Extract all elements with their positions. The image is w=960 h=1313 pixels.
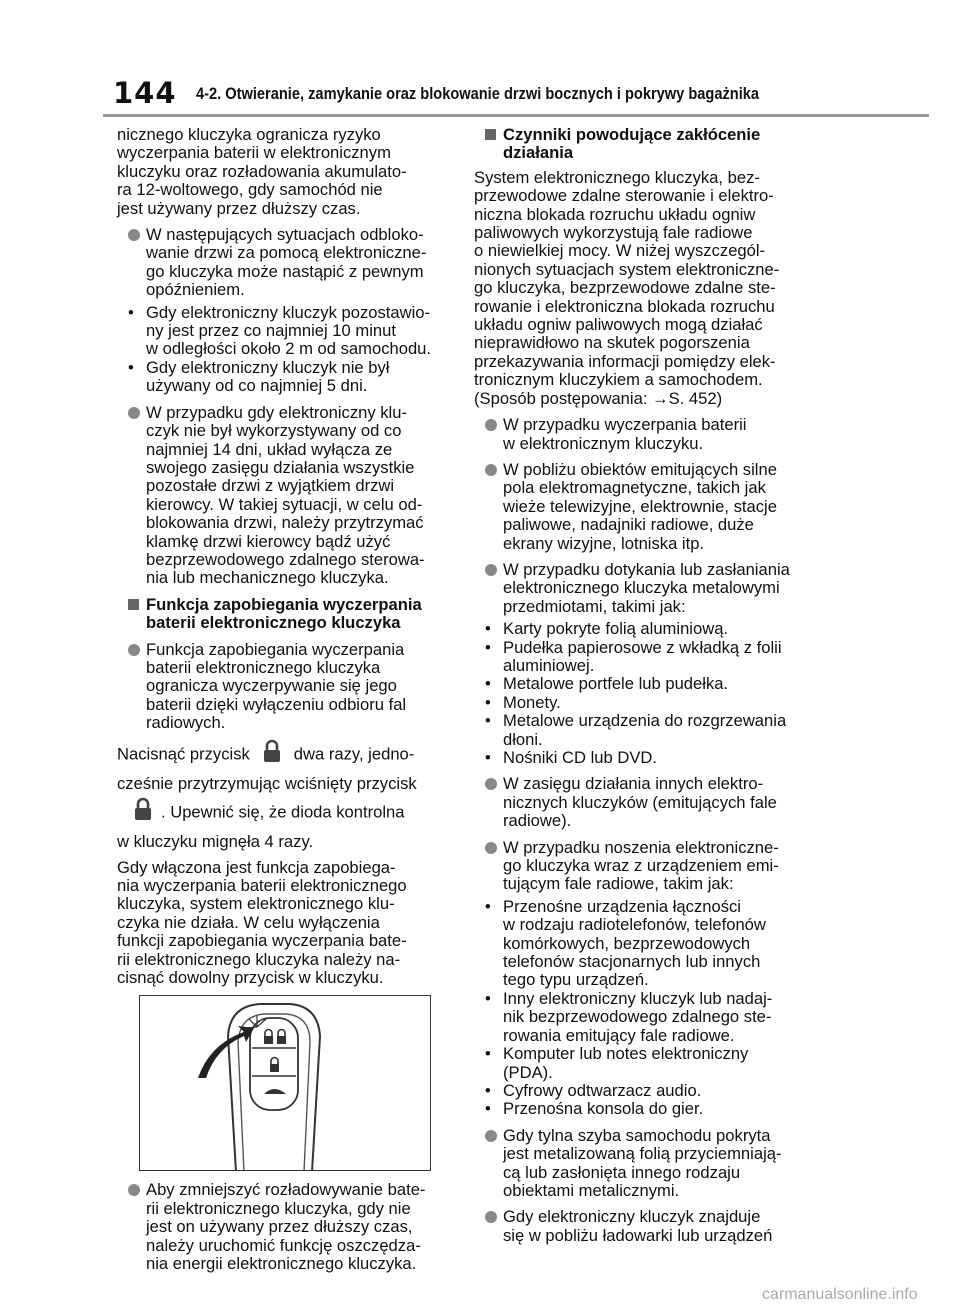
watermark: carmanualsonline.info (762, 1286, 918, 1303)
sub-item (474, 620, 814, 638)
text-line: W pobliżu obiektów emitujących silne (503, 459, 777, 479)
sub-item (474, 749, 814, 767)
bullet-dot-icon (485, 419, 497, 431)
bullet-item (474, 461, 814, 553)
text-line: kierowcy. W takiej sytuacji, w celu od- (146, 494, 423, 514)
text-line: Metalowe urządzenia do rozgrzewania (503, 711, 787, 731)
bullet-dot-icon (128, 407, 140, 419)
text-line: tującym fale radiowe, takim jak: (503, 874, 734, 894)
text-line: w rodzaju radiotelefonów, telefonów (503, 915, 766, 935)
text-line: ekrany wizyjne, lotniska itp. (503, 533, 705, 553)
text-line: nieprawidłowo na skutek pogorszenia (474, 333, 750, 353)
text-line: W przypadku noszenia elektroniczne- (503, 837, 779, 857)
sub-item (474, 898, 814, 990)
text-line: W zasięgu działania innych elektro- (503, 774, 764, 794)
header-rule (103, 114, 929, 117)
bullet-dot-icon (128, 1184, 140, 1196)
text-line: cisnąć dowolny przycisk w kluczyku. (117, 968, 384, 988)
text-line: baterii elektronicznego kluczyka (146, 613, 401, 633)
text-span: dwa razy, jedno- (293, 743, 415, 763)
text-line: Gdy włączona jest funkcja zapobiega- (117, 857, 396, 877)
text-line: o niewielkiej mocy. W niżej wyszczegól- (474, 241, 766, 261)
bullet-item (474, 775, 814, 830)
sub-bullet-icon: • (485, 1099, 491, 1119)
text-line: go kluczyka wraz z urządzeniem emi- (503, 856, 779, 876)
text-line: nionych sytuacjach system elektroniczne- (474, 259, 780, 279)
text-line: nia wyczerpania baterii elektronicznego (117, 876, 407, 895)
text-line: należy uruchomić funkcję oszczędza- (146, 1235, 421, 1255)
section-heading (117, 596, 457, 633)
text-line: kluczyka, system elektronicznego klu- (117, 894, 395, 914)
right-column (474, 126, 814, 1249)
text-line: ny jest przez co najmniej 10 minut (146, 321, 396, 341)
page-reference-link[interactable]: (Sposób postępowania: →S. 452) (474, 388, 723, 408)
text-line: radiowych. (146, 713, 226, 733)
bullet-item (474, 1208, 814, 1245)
text-line: tego typu urządzeń. (503, 970, 649, 990)
text-line: aluminiowej. (503, 655, 595, 675)
text-line: go kluczyka może nastąpić z pewnym (146, 261, 424, 281)
sub-bullet-icon: • (485, 619, 491, 639)
text-line: ra 12-woltowego, gdy samochód nie (117, 180, 383, 200)
text-line: cą lub zasłonięta innego rodzaju (503, 1162, 741, 1182)
sub-bullet-icon: • (128, 302, 134, 322)
text-line: Pudełka papierosowe z wkładką z folii (503, 637, 782, 657)
sub-bullet-icon: • (485, 711, 491, 731)
section-title: 4-2. Otwieranie, zamykanie oraz blokowanie drzwi bocznych i pokrywy bagażnika (196, 84, 760, 103)
text-line: cześnie przytrzymując wciśnięty przycisk (117, 773, 417, 793)
text-line: Przenośne urządzenia łączności (503, 896, 741, 916)
text-line: działania (503, 143, 574, 163)
bullet-dot-icon (485, 842, 497, 854)
text-line: Gdy elektroniczny kluczyk znajduje (503, 1207, 761, 1227)
bullet-dot-icon (485, 464, 497, 476)
sub-bullet-icon: • (485, 1044, 491, 1064)
text-line: w kluczyku mignęła 4 razy. (117, 831, 314, 851)
bullet-dot-icon (485, 1211, 497, 1223)
sub-item (474, 639, 814, 676)
lock-icon (262, 739, 282, 771)
text-line: Funkcja zapobiegania wyczerpania (146, 639, 405, 659)
text-line (117, 797, 457, 829)
bullet-dot-icon (485, 1130, 497, 1142)
info-paragraph (117, 859, 457, 988)
text-line: swojego zasięgu działania wszystkie (146, 457, 415, 477)
text-line: komórkowych, bezprzewodowych (503, 933, 751, 953)
text-line: w elektronicznym kluczyku. (503, 433, 704, 453)
sub-item (474, 1045, 814, 1082)
text-line: W przypadku dotykania lub zasłaniania (503, 559, 790, 579)
text-line: nicznego kluczyka ogranicza ryzyko (117, 125, 381, 144)
section-heading (474, 126, 814, 163)
text-line: Inny elektroniczny kluczyk lub nadaj- (503, 988, 773, 1008)
bullet-item (474, 1127, 814, 1201)
sub-item (474, 694, 814, 712)
text-line: jest używany przez dłuższy czas. (117, 198, 361, 218)
text-line: nia energii elektronicznego kluczyka. (146, 1254, 417, 1274)
intro-paragraph (117, 126, 457, 218)
key-fob-drawing (140, 996, 430, 1170)
sub-item (117, 359, 457, 396)
bullet-item (474, 561, 814, 616)
sub-item (474, 712, 814, 749)
text-line: używany od co najmniej 5 dni. (146, 376, 368, 396)
sub-bullet-icon: • (128, 357, 134, 377)
text-line: klamkę drzwi kierowcy bądź użyć (146, 531, 391, 551)
text-line: funkcji zapobiegania wyczerpania bate- (117, 931, 407, 951)
sub-bullet-icon: • (485, 637, 491, 657)
text-line: go kluczyka, bezprzewodowe zdalne ste- (474, 278, 776, 298)
sub-bullet-icon: • (485, 674, 491, 694)
text-line: Przenośna konsola do gier. (503, 1099, 704, 1119)
text-line: pola elektromagnetyczne, takich jak (503, 478, 766, 498)
text-line: obiektami metalicznymi. (503, 1180, 680, 1200)
text-line: baterii dzięki wyłączeniu odbioru fal (146, 694, 407, 714)
text-line: (PDA). (503, 1062, 553, 1082)
text-line: Metalowe portfele lub pudełka. (503, 674, 729, 694)
text-line: niczna blokada rozruchu układu ogniw (474, 204, 756, 224)
text-line: paliwowe, nadajniki radiowe, duże (503, 515, 754, 535)
sub-bullet-icon: • (485, 692, 491, 712)
text-line: dłoni. (503, 729, 543, 749)
text-line: Karty pokryte folią aluminiową. (503, 619, 729, 639)
text-line: się w pobliżu ładowarki lub urządzeń (503, 1225, 773, 1245)
text-line: bezprzewodowego zdalnego sterowa- (146, 549, 425, 569)
text-line: Komputer lub notes elektroniczny (503, 1044, 749, 1064)
text-line: rowanie i elektroniczna blokada rozruchu (474, 296, 775, 316)
text-line: w odległości około 2 m od samochodu. (146, 339, 432, 359)
text-line: Cyfrowy odtwarzacz audio. (503, 1080, 702, 1100)
text-line: Nośniki CD lub DVD. (503, 748, 657, 767)
text-line: nik bezprzewodowego zdalnego ste- (503, 1007, 772, 1027)
text-line: telefonów stacjonarnych lub innych (503, 952, 761, 972)
bullet-dot-icon (485, 564, 497, 576)
bullet-item (117, 641, 457, 733)
text-line: rii elektronicznego kluczyka należy na- (117, 949, 401, 969)
bullet-dot-icon (128, 229, 140, 241)
bullet-item (474, 839, 814, 894)
text-line: rii elektronicznego kluczyka, gdy nie (146, 1198, 411, 1218)
left-column (117, 126, 457, 1277)
text-line: W następujących sytuacjach odbloko- (146, 225, 424, 245)
text-line: czyka nie działa. W celu wyłączenia (117, 912, 380, 932)
text-line: radiowe). (503, 811, 572, 831)
lock-icon (133, 797, 153, 829)
page-number: 144 (113, 76, 177, 110)
bullet-item (117, 404, 457, 588)
sub-bullet-icon: • (485, 896, 491, 916)
text-line: najmniej 14 dni, układ wyłącza ze (146, 439, 393, 459)
text-line: wanie drzwi za pomocą elektroniczne- (146, 243, 427, 263)
bullet-item (474, 416, 814, 453)
sub-item (474, 990, 814, 1045)
text-line: elektronicznego kluczyka metalowymi (503, 578, 780, 598)
text-line: W przypadku gdy elektroniczny klu- (146, 402, 407, 422)
page-header (0, 0, 960, 118)
sub-item (474, 675, 814, 693)
bullet-dot-icon (128, 644, 140, 656)
text-line: Aby zmniejszyć rozładowywanie bate- (146, 1180, 426, 1200)
text-line: układu ogniw paliwowych mogą działać (474, 315, 763, 335)
text-line: Gdy tylna szyba samochodu pokryta (503, 1125, 771, 1145)
instruction-paragraph (117, 739, 457, 855)
text-line: tronicznym kluczykiem a samochodem. (474, 370, 763, 390)
sub-bullet-icon: • (485, 748, 491, 767)
heading-square-icon (485, 129, 496, 140)
text-line: nicznych kluczyków (emitujących fale (503, 792, 777, 812)
text-line: przedmiotami, takimi jak: (503, 596, 686, 616)
text-line: wyczerpania baterii w elektronicznym (117, 143, 391, 163)
text-line: przewodowe zdalne sterowanie i elektro- (474, 186, 774, 206)
text-line: jest metalizowaną folią przyciemniają- (503, 1144, 782, 1164)
text-line: ogranicza wyczerpywanie się jego (146, 676, 397, 696)
sub-item (474, 1100, 814, 1118)
text-line: paliwowych wykorzystują fale radiowe (474, 223, 753, 243)
text-line: Gdy elektroniczny kluczyk nie był (146, 357, 390, 377)
text-line: czyk nie był wykorzystywany od co (146, 421, 402, 441)
bullet-dot-icon (485, 778, 497, 790)
text-line: Funkcja zapobiegania wyczerpania (146, 594, 422, 614)
key-fob-illustration (139, 995, 431, 1171)
text-span: . Upewnić się, że dioda kontrolna (161, 801, 405, 821)
sub-item (117, 304, 457, 359)
sub-bullet-icon: • (485, 988, 491, 1008)
heading-square-icon (128, 599, 139, 610)
text-line: rowania emitujący fale radiowe. (503, 1025, 735, 1045)
text-line: wieże telewizyjne, elektrownie, stacje (503, 496, 777, 516)
text-line: jest on używany przez dłuższy czas, (146, 1217, 413, 1237)
intro-paragraph (474, 169, 814, 408)
text-line: nia lub mechanicznego kluczyka. (146, 568, 389, 588)
sub-item (474, 1082, 814, 1100)
text-line: Czynniki powodujące zakłócenie (503, 125, 761, 144)
bullet-item (117, 1181, 457, 1273)
text-line: opóźnieniem. (146, 280, 245, 300)
text-line: pozostałe drzwi z wyjątkiem drzwi (146, 476, 395, 496)
sub-bullet-icon: • (485, 1080, 491, 1100)
text-line: W przypadku wyczerpania baterii (503, 415, 747, 435)
text-line: System elektronicznego kluczyka, bez- (474, 167, 760, 187)
text-line: baterii elektronicznego kluczyka (146, 657, 381, 677)
text-span: Nacisnąć przycisk (117, 743, 250, 763)
text-line: blokowania drzwi, należy przytrzymać (146, 513, 424, 533)
text-line: Monety. (503, 692, 561, 712)
text-line: Gdy elektroniczny kluczyk pozostawio- (146, 302, 431, 322)
text-line: przekazywania informacji pomiędzy elek- (474, 351, 776, 371)
text-line (117, 739, 457, 771)
bullet-item (117, 226, 457, 300)
text-line: kluczyku oraz rozładowania akumulato- (117, 161, 407, 181)
